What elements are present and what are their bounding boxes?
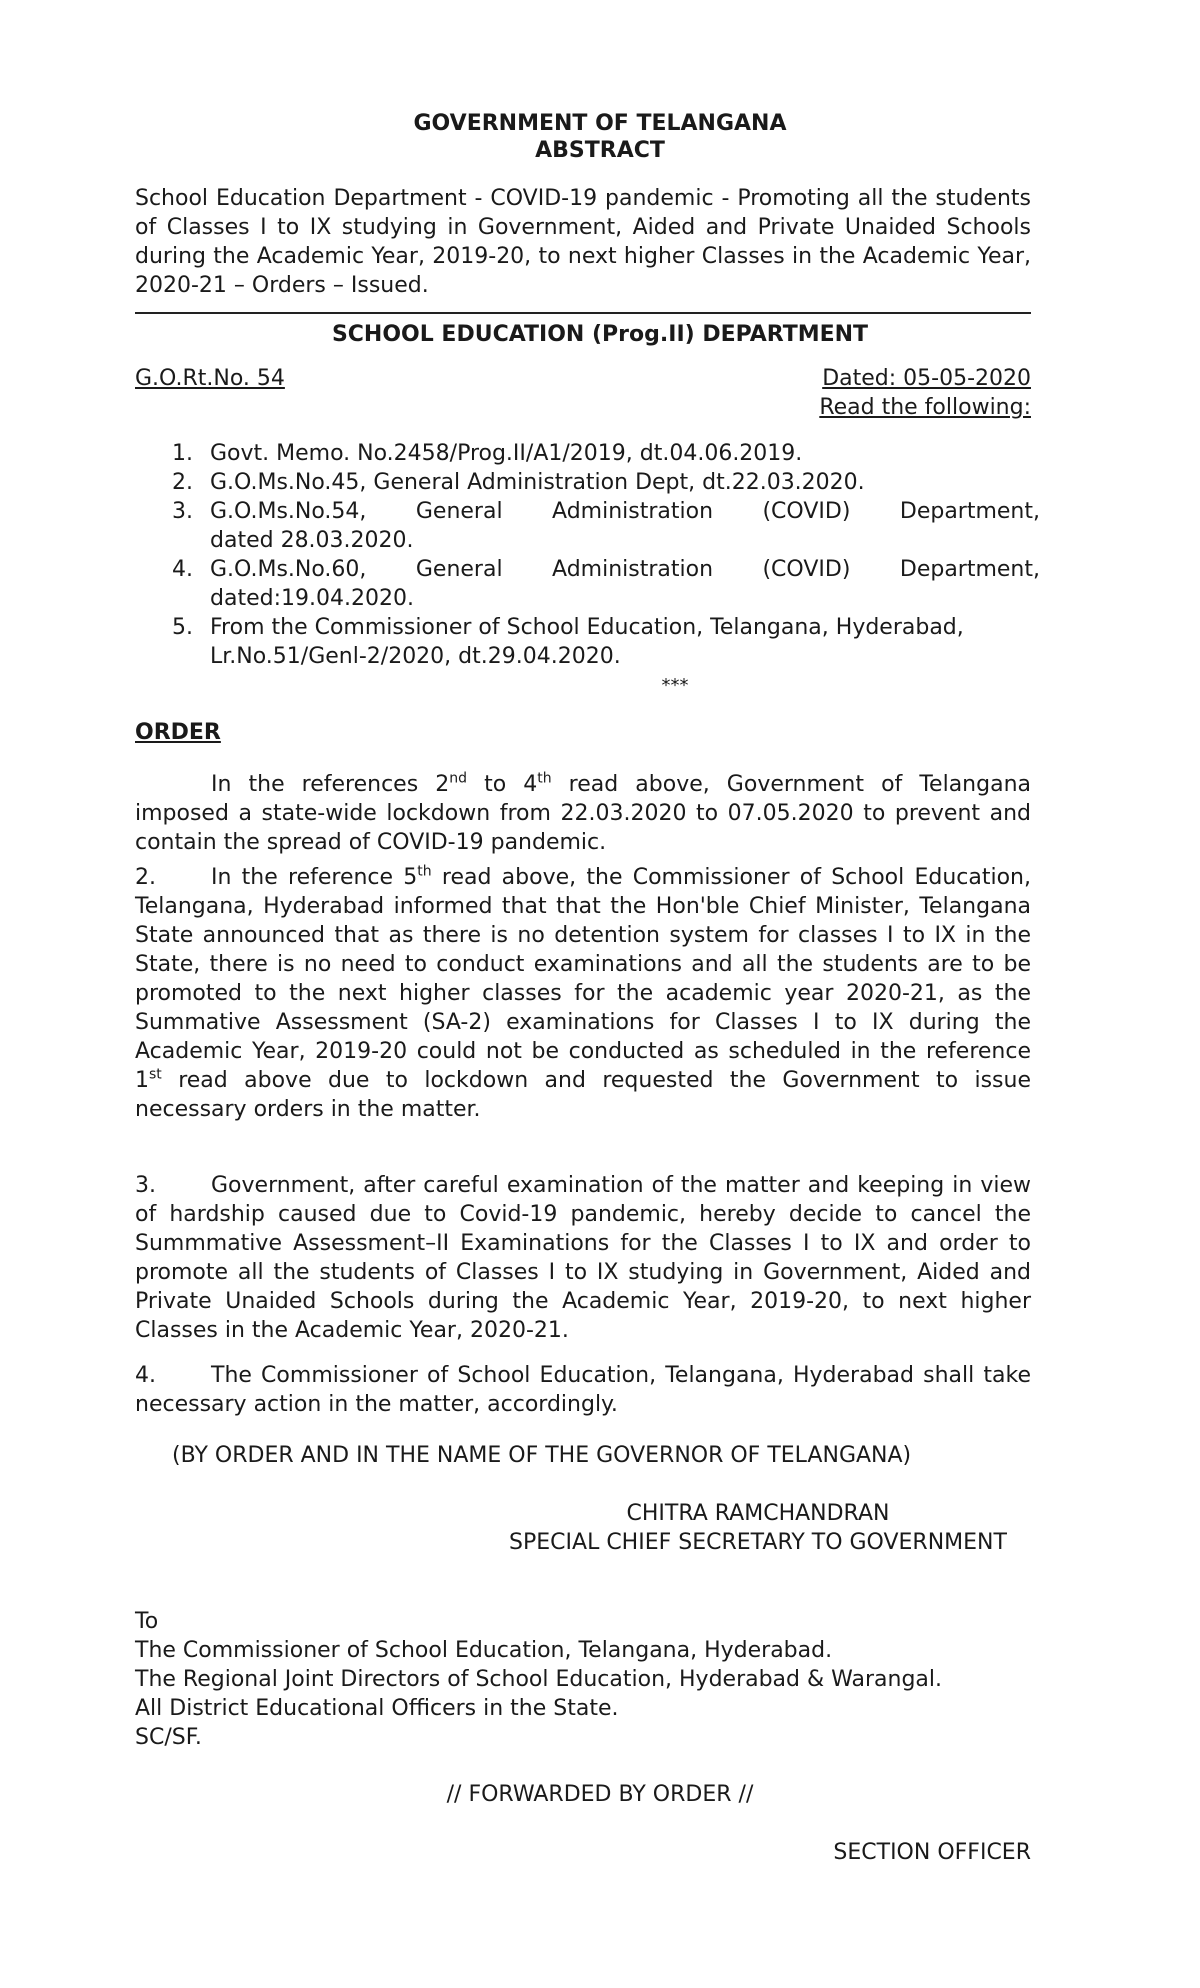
government-heading: GOVERNMENT OF TELANGANA	[413, 111, 787, 136]
order-paragraph-4: 4. The Commissioner of School Education, Telangana, Hyderabad shall take necessary action in the matter, accordingly.	[135, 1363, 1031, 1417]
divider-line	[135, 312, 1031, 314]
department-heading: SCHOOL EDUCATION (Prog.II) DEPARTMENT	[331, 322, 869, 347]
go-number: G.O.Rt.No. 54	[135, 366, 285, 391]
reference-item: 5. From the Commissioner of School Education, Telangana, Hyderabad, Lr.No.51/Genl-2/2020, dt.29.04.2020.	[172, 615, 964, 669]
by-order-line: (BY ORDER AND IN THE NAME OF THE GOVERNOR OF TELANGANA)	[172, 1443, 912, 1468]
forwarded-line: // FORWARDED BY ORDER //	[446, 1782, 754, 1807]
go-date: Dated: 05-05-2020	[822, 366, 1031, 391]
order-heading: ORDER	[135, 720, 221, 745]
order-paragraph-2: 2. In the reference 5th read above, the Commissioner of School Education, Telangana, Hyderabad informed that that the Hon'ble Chief Minister, Telangana State announced that as there is no detention system for classes I to IX in the State, there is no need to conduct examinations and all the students are to be promoted to the next higher classes for the academic year 2020-21, as the Summative Assessment (SA-2) examinations for Classes I to IX during the Academic Year, 2019-20 could not be conducted as scheduled in the reference 1st read above due to lockdown and requested the Government to issue necessary orders in the matter.	[135, 863, 1031, 1122]
recipient: SC/SF.	[135, 1725, 202, 1750]
abstract-heading: ABSTRACT	[535, 138, 665, 163]
order-paragraph-3: 3. Government, after careful examination of the matter and keeping in view of hardship caused due to Covid-19 pandemic, hereby decide to cancel the Summmative Assessment–II Examinations for the Classes I to IX and order to promote all the students of Classes I to IX studying in Government, Aided and Private Unaided Schools during the Academic Year, 2019-20, to next higher Classes in the Academic Year, 2020-21.	[135, 1173, 1031, 1343]
signatory-designation: SPECIAL CHIEF SECRETARY TO GOVERNMENT	[509, 1530, 1007, 1555]
signatory-name: CHITRA RAMCHANDRAN	[626, 1501, 890, 1526]
recipient: The Commissioner of School Education, Telangana, Hyderabad.	[135, 1638, 833, 1663]
recipient: All District Educational Officers in the State.	[135, 1696, 619, 1721]
reference-item: 2. G.O.Ms.No.45, General Administration Dept, dt.22.03.2020.	[172, 470, 865, 495]
separator-stars: ***	[661, 675, 689, 696]
read-following: Read the following:	[819, 395, 1031, 420]
section-officer: SECTION OFFICER	[833, 1840, 1031, 1865]
order-paragraph-1: In the references 2nd to 4th read above, Government of Telangana imposed a state-wide lockdown from 22.03.2020 to 07.05.2020 to prevent and contain the spread of COVID-19 pandemic.	[135, 770, 1031, 855]
reference-item: 4. G.O.Ms.No.60, General Administration (COVID) Department, dated:19.04.2020.	[172, 557, 1040, 611]
abstract-text: School Education Department - COVID-19 pandemic - Promoting all the students of Classes I to IX studying in Government, Aided and Private Unaided Schools during the Academic Year, 2019-20, to next higher Classes in the Academic Year, 2020-21 – Orders – Issued.	[135, 186, 1031, 298]
reference-item: 3. G.O.Ms.No.54, General Administration (COVID) Department, dated 28.03.2020.	[172, 499, 1040, 553]
reference-item: 1. Govt. Memo. No.2458/Prog.II/A1/2019, dt.04.06.2019.	[172, 441, 803, 466]
recipient: The Regional Joint Directors of School Education, Hyderabad & Warangal.	[135, 1667, 942, 1692]
to-label: To	[135, 1609, 159, 1634]
